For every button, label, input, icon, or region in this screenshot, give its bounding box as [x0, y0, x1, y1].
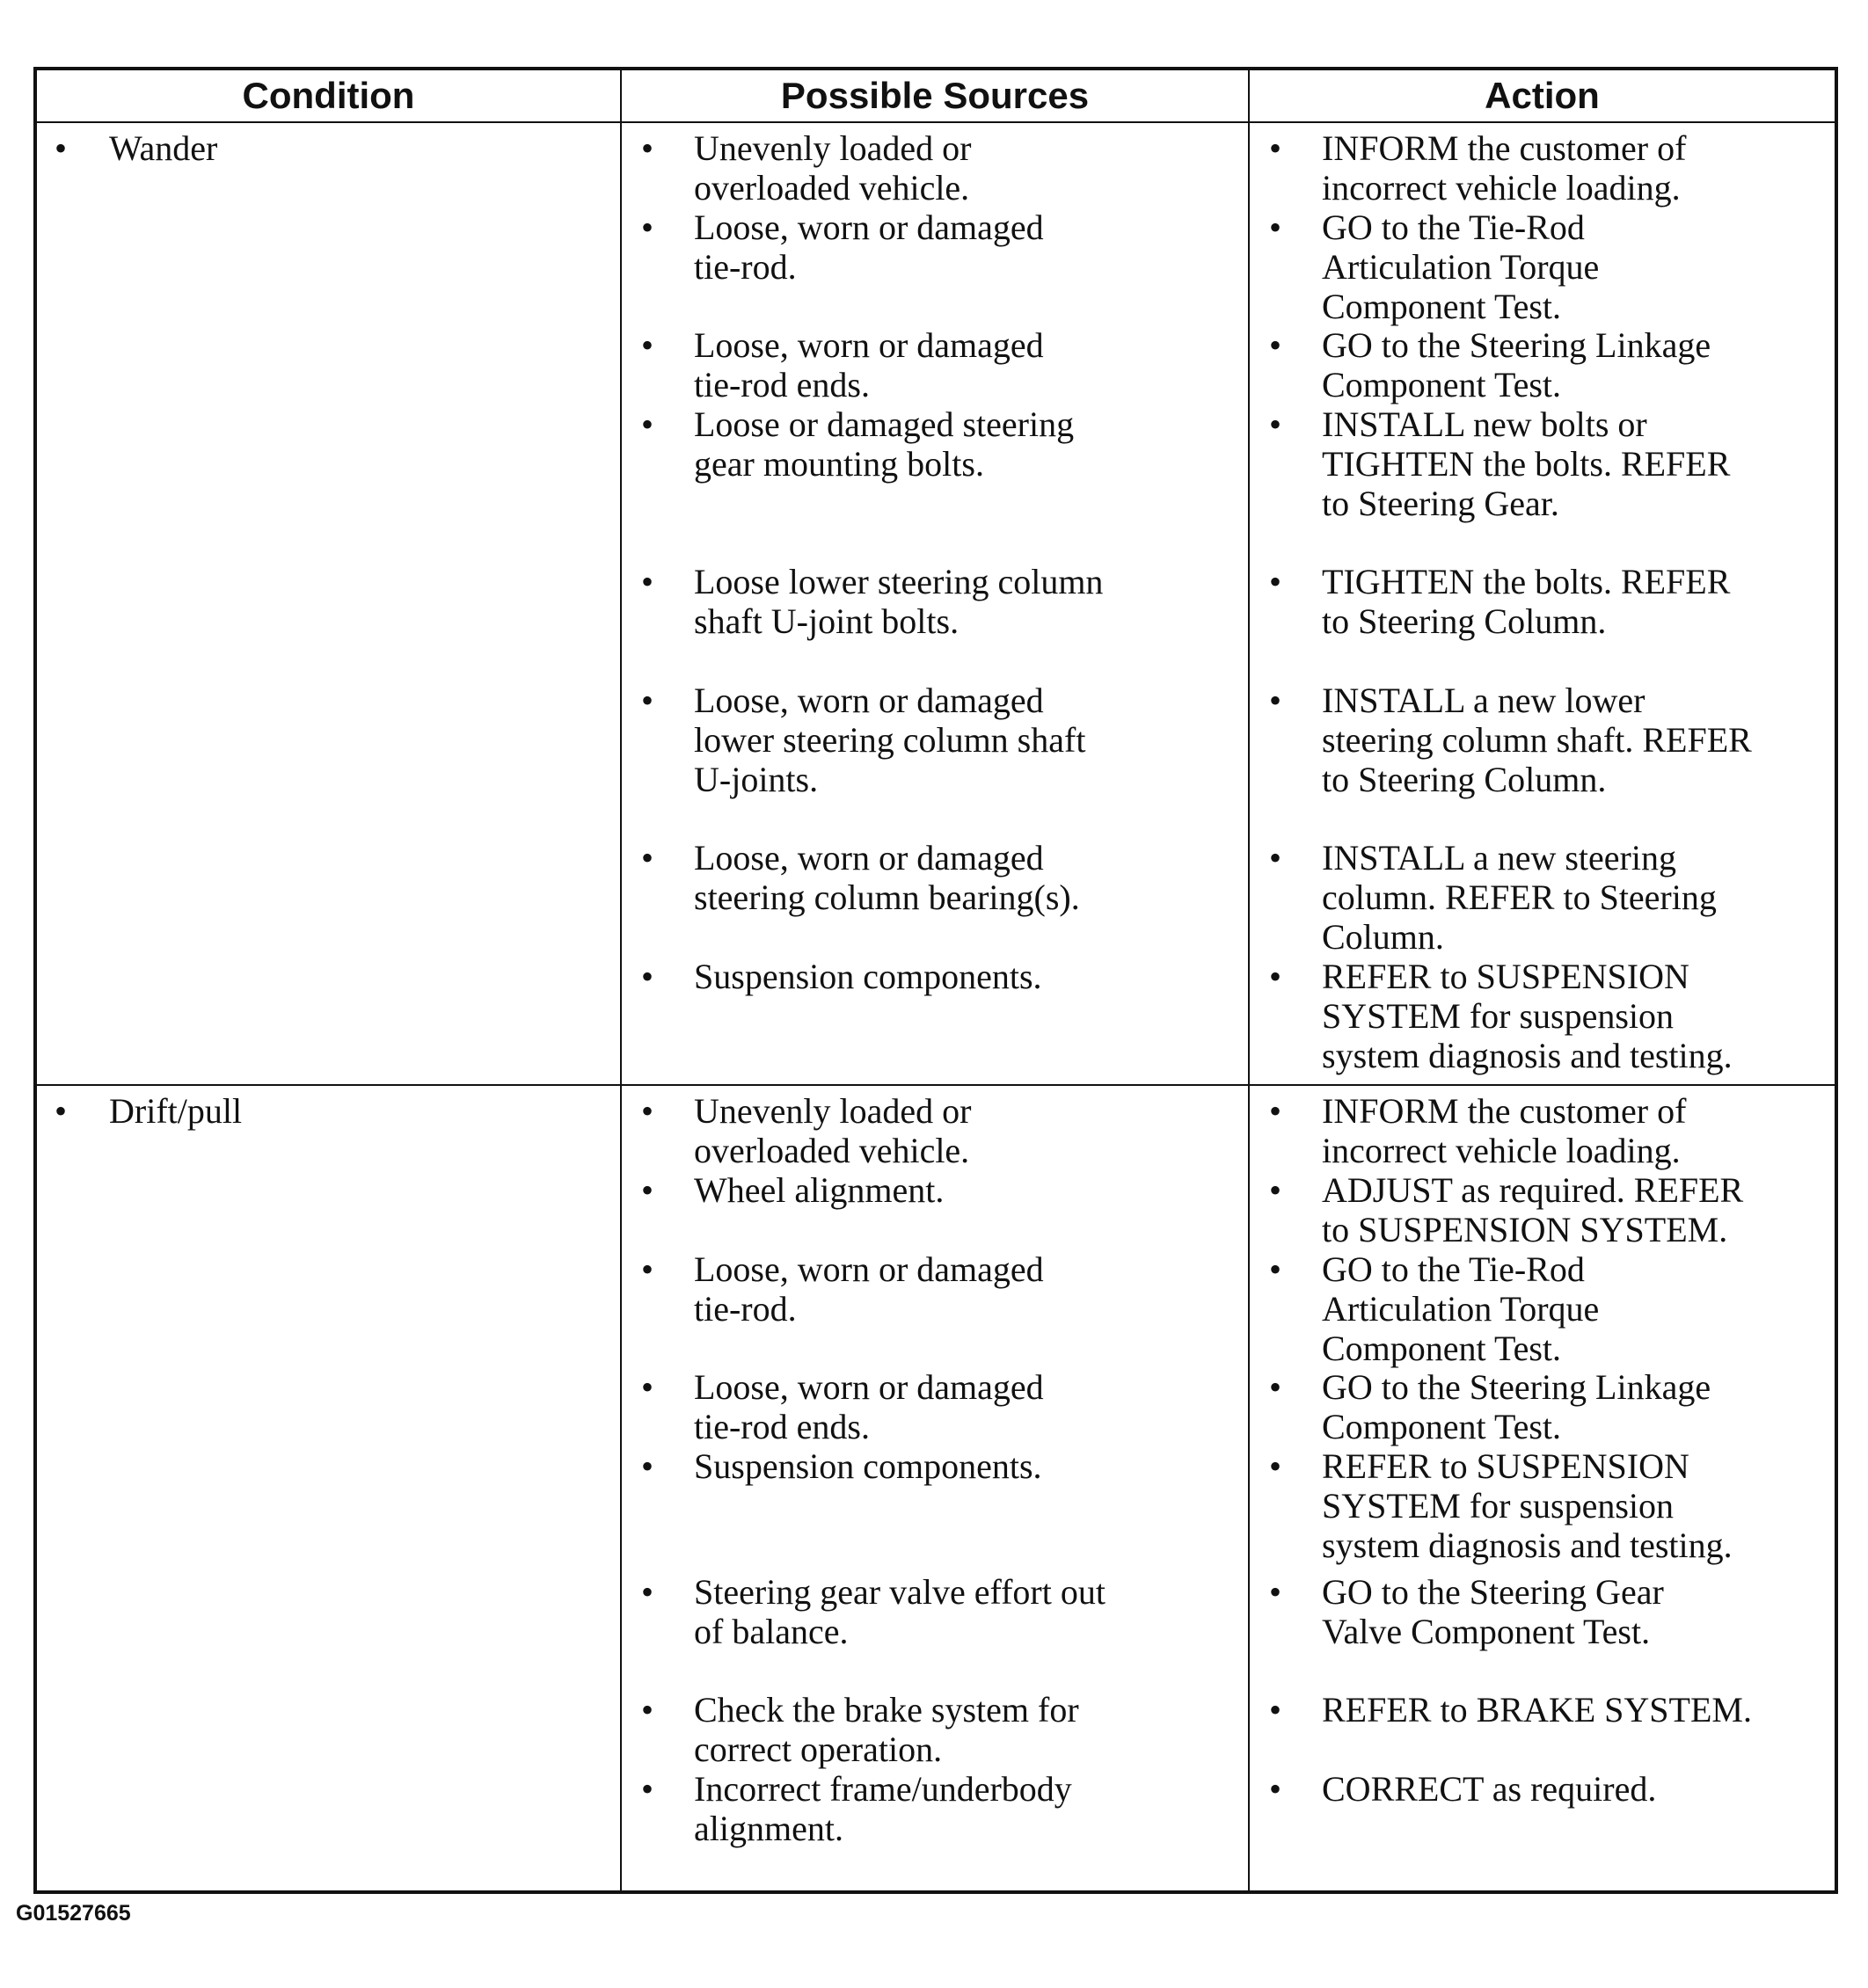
figure-id-label: G01527665 [16, 1901, 131, 1926]
table-row-drift-pull [35, 1085, 1836, 1892]
list-item [622, 1690, 1248, 1769]
list-item [622, 128, 1248, 208]
list-item [1250, 128, 1835, 208]
bullet-icon: • [1269, 1367, 1282, 1407]
source-text: Suspension components. [694, 957, 1042, 996]
action-text: INFORM the customer of incorrect vehicle loading. [1322, 128, 1687, 208]
bullet-icon: • [641, 1572, 654, 1612]
list-item [1250, 1170, 1835, 1249]
bullet-icon: • [1269, 1446, 1282, 1486]
list-item [1250, 1249, 1835, 1368]
list-item [1250, 325, 1835, 404]
action-text: INFORM the customer of incorrect vehicle loading. [1322, 1091, 1687, 1170]
list-item [622, 1367, 1248, 1446]
list-item [622, 1446, 1248, 1486]
bullet-icon: • [641, 562, 654, 601]
header-condition: Condition [35, 69, 621, 122]
list-item [1250, 957, 1835, 1075]
source-text: Loose, worn or damaged steering column bearing(s). [694, 838, 1080, 917]
action-text: GO to the Steering Linkage Component Test. [1322, 325, 1711, 404]
list-item [1250, 838, 1835, 957]
bullet-icon: • [1269, 325, 1282, 365]
condition-item [37, 1091, 620, 1131]
bullet-icon: • [641, 128, 654, 168]
bullet-icon: • [641, 1091, 654, 1131]
source-text: Loose, worn or damaged lower steering column shaft U-joints. [694, 681, 1086, 799]
bullet-icon: • [1269, 1249, 1282, 1289]
bullet-icon: • [641, 957, 654, 996]
header-possible-sources: Possible Sources [621, 69, 1249, 122]
action-text: GO to the Tie-Rod Articulation Torque Component Test. [1322, 1249, 1600, 1368]
bullet-icon: • [641, 325, 654, 365]
list-item [1250, 1446, 1835, 1565]
action-text: CORRECT as required. [1322, 1769, 1657, 1809]
source-text: Suspension components. [694, 1446, 1042, 1486]
list-item [1250, 681, 1835, 799]
source-text: Unevenly loaded or overloaded vehicle. [694, 128, 972, 208]
source-text: Loose, worn or damaged tie-rod ends. [694, 325, 1044, 404]
source-text: Loose, worn or damaged tie-rod ends. [694, 1367, 1044, 1446]
source-text: Loose lower steering column shaft U-joint bolts. [694, 562, 1104, 641]
condition-text: Wander [109, 128, 218, 168]
list-item [1250, 1572, 1835, 1651]
bullet-icon: • [641, 1170, 654, 1210]
bullet-icon: • [1269, 1769, 1282, 1809]
list-item [622, 957, 1248, 996]
action-text: GO to the Steering Linkage Component Test. [1322, 1367, 1711, 1446]
list-item [622, 208, 1248, 287]
bullet-icon: • [1269, 681, 1282, 720]
sources-cell [621, 122, 1249, 1085]
list-item [622, 1170, 1248, 1210]
list-item [622, 838, 1248, 917]
header-action: Action [1249, 69, 1836, 122]
action-text: INSTALL new bolts or TIGHTEN the bolts. REFER to Steering Gear. [1322, 404, 1731, 523]
list-item [622, 681, 1248, 799]
action-text: GO to the Tie-Rod Articulation Torque Component Test. [1322, 208, 1600, 326]
action-text: TIGHTEN the bolts. REFER to Steering Column. [1322, 562, 1731, 641]
list-item [622, 325, 1248, 404]
source-text: Incorrect frame/underbody alignment. [694, 1769, 1072, 1848]
source-text: Unevenly loaded or overloaded vehicle. [694, 1091, 972, 1170]
list-item [1250, 404, 1835, 523]
bullet-icon: • [1269, 404, 1282, 444]
action-text: REFER to SUSPENSION SYSTEM for suspension system diagnosis and testing. [1322, 957, 1733, 1075]
list-item [1250, 1690, 1835, 1729]
bullet-icon: • [1269, 838, 1282, 877]
source-text: Loose, worn or damaged tie-rod. [694, 1249, 1044, 1329]
bullet-icon: • [55, 1091, 68, 1131]
source-text: Loose, worn or damaged tie-rod. [694, 208, 1044, 287]
table-row-wander [35, 122, 1836, 1085]
bullet-icon: • [641, 1367, 654, 1407]
actions-cell [1249, 1085, 1836, 1892]
list-item [1250, 1367, 1835, 1446]
list-item [1250, 562, 1835, 641]
action-text: ADJUST as required. REFER to SUSPENSION SYSTEM. [1322, 1170, 1744, 1249]
bullet-icon: • [641, 1446, 654, 1486]
source-text: Wheel alignment. [694, 1170, 945, 1210]
bullet-icon: • [55, 128, 68, 168]
condition-cell [35, 122, 621, 1085]
action-text: GO to the Steering Gear Valve Component Test. [1322, 1572, 1664, 1651]
actions-cell [1249, 122, 1836, 1085]
list-item [622, 1572, 1248, 1651]
action-text: INSTALL a new lower steering column shaft. REFER to Steering Column. [1322, 681, 1752, 799]
list-item [622, 404, 1248, 484]
bullet-icon: • [1269, 128, 1282, 168]
bullet-icon: • [1269, 208, 1282, 247]
source-text: Loose or damaged steering gear mounting bolts. [694, 404, 1075, 484]
list-item [622, 1091, 1248, 1170]
list-item [622, 562, 1248, 641]
bullet-icon: • [641, 838, 654, 877]
bullet-icon: • [1269, 1091, 1282, 1131]
header-row [35, 69, 1836, 122]
bullet-icon: • [1269, 1690, 1282, 1729]
condition-item [37, 128, 620, 168]
list-item [1250, 208, 1835, 326]
bullet-icon: • [641, 404, 654, 444]
bullet-icon: • [1269, 1170, 1282, 1210]
sources-cell [621, 1085, 1249, 1892]
bullet-icon: • [1269, 957, 1282, 996]
list-item [1250, 1769, 1835, 1809]
diagnosis-table [33, 67, 1838, 1894]
action-text: REFER to SUSPENSION SYSTEM for suspension system diagnosis and testing. [1322, 1446, 1733, 1565]
source-text: Check the brake system for correct operation. [694, 1690, 1079, 1769]
list-item [622, 1249, 1248, 1329]
list-item [1250, 1091, 1835, 1170]
bullet-icon: • [641, 1690, 654, 1729]
bullet-icon: • [641, 208, 654, 247]
bullet-icon: • [641, 681, 654, 720]
bullet-icon: • [641, 1769, 654, 1809]
bullet-icon: • [1269, 1572, 1282, 1612]
list-item [622, 1769, 1248, 1848]
bullet-icon: • [1269, 562, 1282, 601]
bullet-icon: • [641, 1249, 654, 1289]
condition-cell [35, 1085, 621, 1892]
source-text: Steering gear valve effort out of balance. [694, 1572, 1105, 1651]
condition-text: Drift/pull [109, 1091, 243, 1131]
action-text: REFER to BRAKE SYSTEM. [1322, 1690, 1752, 1729]
action-text: INSTALL a new steering column. REFER to Steering Column. [1322, 838, 1717, 957]
